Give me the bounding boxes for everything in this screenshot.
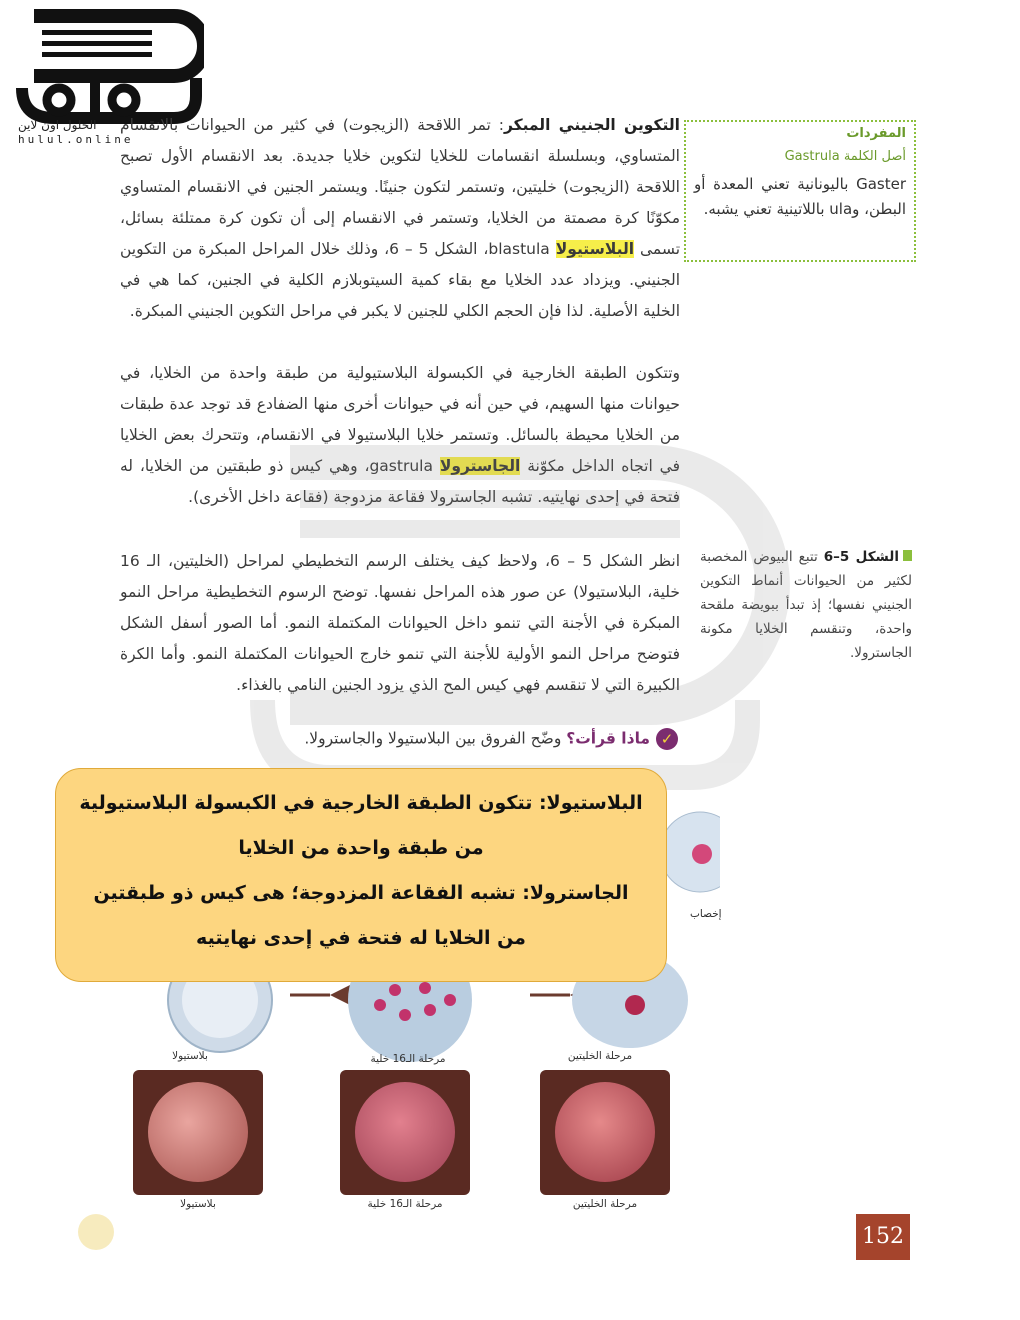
label-sixteen-cell: مرحلة الـ16 خلية	[370, 1053, 446, 1065]
blastula-photo	[133, 1070, 263, 1195]
paragraph-lead: التكوين الجنيني المبكر	[503, 116, 680, 134]
label-blastula-photo: بلاستيولا	[180, 1198, 216, 1210]
label-two-cell: مرحلة الخليتين	[567, 1050, 633, 1062]
checkmark-icon: ✓	[656, 728, 678, 750]
label-fertilization: إخصاب	[690, 908, 722, 920]
vocabulary-definition: Gaster باليونانية تعني المعدة أو البطن، وula باللاتينية تعني يشبه.	[694, 175, 906, 218]
vocabulary-box	[684, 120, 916, 262]
two-cell-photo	[540, 1070, 670, 1195]
paragraph-text: blastula، الشكل 5 – 6، وذلك خلال المراحل المبكرة من التكوين الجنيني. ويزداد عدد الخلايا مع بقاء كمية السيتوبلازم الكلية في الجنين، كما هي في الخلية الأصلية. لذا فإن الحجم الكلي للجنين لا يكبر في مراحل التكوين الجنيني المبكرة.	[120, 240, 680, 320]
reading-check-question: وضّح الفروق بين البلاستيولا والجاسترولا.	[304, 729, 567, 748]
answer-line-1: البلاستيولا: تتكون الطبقة الخارجية في الكبسولة البلاستيولية	[79, 792, 643, 814]
answer-line-4: من الخلايا له فتحة في إحدى نهايتيه	[196, 927, 526, 949]
paragraph-gastrula	[120, 358, 680, 513]
paragraph-early-development	[120, 110, 680, 327]
reading-check-title: ماذا قرأت؟	[566, 729, 650, 748]
label-two-cell-photo: مرحلة الخليتين	[572, 1198, 638, 1210]
answer-box	[55, 768, 667, 982]
highlight-gastrula: الجاسترولا	[439, 457, 521, 475]
fertilization-egg	[660, 782, 720, 902]
figure-number: الشكل 5–6	[823, 549, 899, 565]
vocabulary-word-origin: أصل الكلمة Gastrula	[784, 149, 906, 164]
answer-line-2: من طبقة واحدة من الخلايا	[238, 837, 484, 859]
page-number: 152	[856, 1214, 910, 1260]
label-sixteen-cell-photo: مرحلة الـ16 خلية	[367, 1198, 443, 1210]
answer-line-3: الجاسترولا: تشبه الفقاعة المزدوجة؛ هى كيس ذو طبقتين	[93, 882, 629, 904]
sixteen-cell-photo	[340, 1070, 470, 1195]
caption-text: تتبع البيوض المخصبة لكثير من الحيوانات أنماط التكوين الجنيني نفسها؛ إذ تبدأ ببويضة ملقحة واحدة، وتنقسم الخلايا مكونة الجاسترولا.	[700, 549, 912, 661]
paragraph-figure-reference: انظر الشكل 5 – 6، ولاحظ كيف يختلف الرسم التخطيطي لمراحل (الخليتين، الـ 16 خلية، البلاستيولا) عن صور هذه المراحل نفسها. توضح الرسوم التخطيطية مراحل النمو المبكرة في الأجنة التي تنمو داخل الحيوانات المكتملة النمو. أما الصور أسفل الشكل فتوضح مراحل النمو الأولية للأجنة التي تنمو خارج الحيوانات المكتملة النمو. وأما الكرة الكبيرة التي لا تنقسم فهي كيس المح الذي يزود الجنين النامي بالغذاء.	[120, 552, 681, 694]
highlight-blastula: البلاستيولا	[555, 240, 635, 258]
paragraph-text: : تمر اللاقحة (الزيجوت) في كثير من الحيوانات بالانقسام المتساوي، وبسلسلة انقسامات للخلايا لتكوين خلايا جديدة. بعد الانقسام الأول تصبح اللاقحة (الزيجوت) خليتين، وتستمر لتكون جنينًا. ويستمر الجنين في الانقسام المتساوي مكوّنًا كرة مصمتة من الخلايا، وتستمر في الانقسام إلى أن تكون كرة ممتلئة بسائل، تسمى	[120, 116, 681, 258]
vocabulary-title: المفردات	[846, 126, 906, 141]
label-blastula: بلاستيولا	[172, 1050, 208, 1062]
logo-url: hulul.online	[18, 133, 134, 146]
reading-check	[118, 728, 678, 750]
caption-marker	[903, 550, 912, 561]
paragraph-text: gastrula، وهي كيس ذو طبقتين من الخلايا، له فتحة في إحدى نهايتيه. تشبه الجاسترولا فقاعة مزدوجة (فقاعة داخل الأخرى).	[120, 457, 680, 506]
chapter-icon	[78, 1214, 114, 1250]
figure-caption	[700, 545, 912, 665]
paragraph-text: وتتكون الطبقة الخارجية في الكبسولة البلاستيولية من طبقة واحدة من الخلايا، في حيوانات منها السهيم، في حين أنه في حيوانات أخرى منها الضفادع قد توجد عدة طبقات من الخلايا محيطة بالسائل. وتستمر خلايا البلاستيولا في الانقسام، وتتحرك بعض الخلايا في اتجاه الداخل مكوّنة	[120, 364, 680, 475]
logo-subtitle: الحلول اون لاين	[18, 118, 97, 132]
